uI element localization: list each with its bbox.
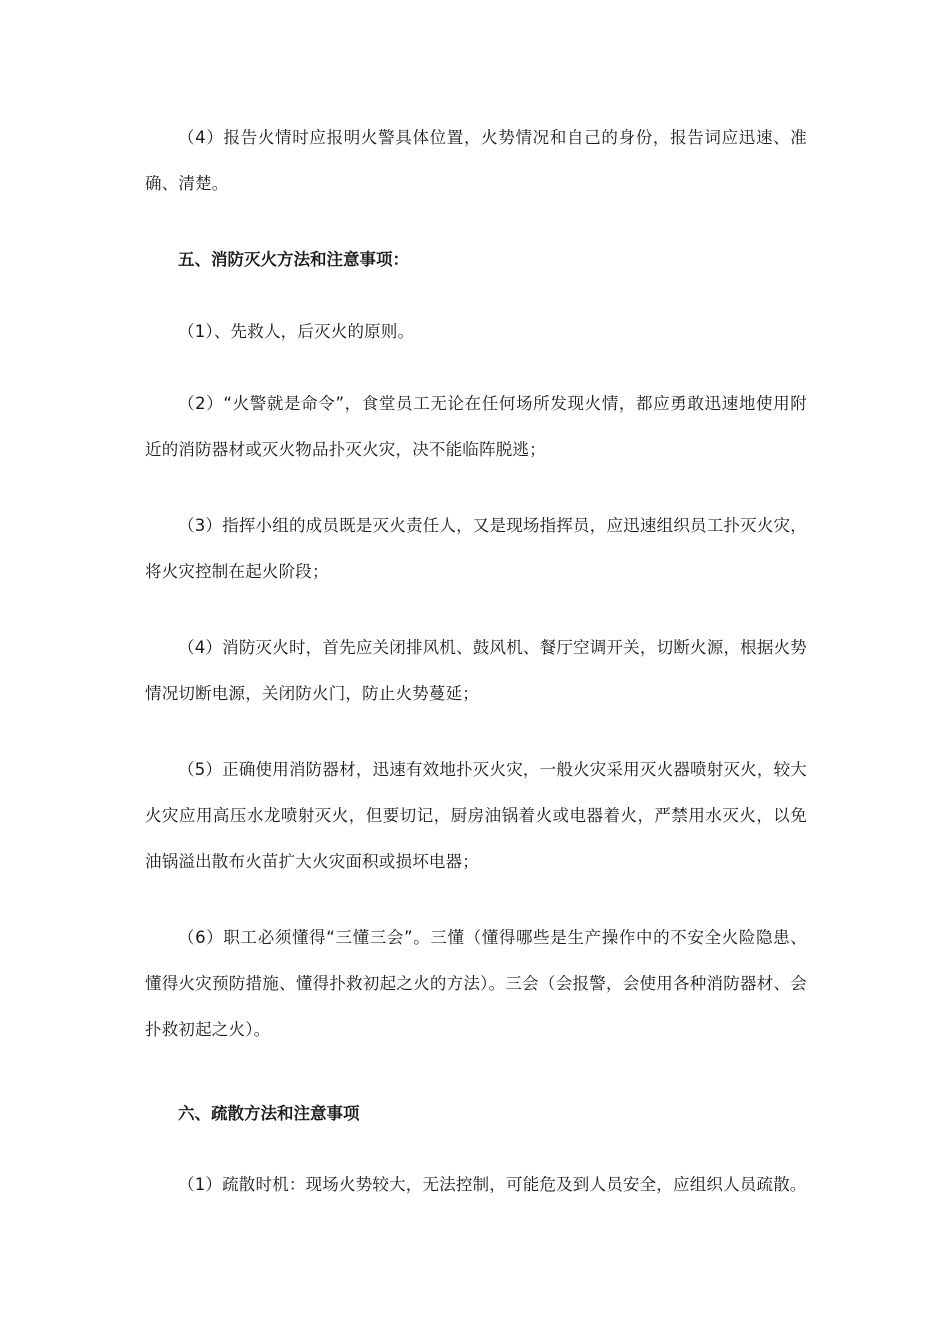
paragraph-rescue-first: （1）、先救人，后灭火的原则。 — [178, 322, 415, 341]
paragraph-report-fire: （4）报告火情时应报明火警具体位置，火势情况和自己的身份，报告词应迅速、准确、清楚。 — [145, 128, 807, 193]
paragraph-evacuation-timing: （1）疏散时机：现场火势较大，无法控制，可能危及到人员安全，应组织人员疏散。 — [178, 1175, 807, 1194]
paragraph-alarm-is-order: （2）“火警就是命令”，食堂员工无论在任何场所发现火情，都应勇敢迅速地使用附近的消防器材或灭火物品扑灭火灾，决不能临阵脱逃； — [145, 394, 807, 459]
section-heading-firefighting: 五、消防灭火方法和注意事项： — [178, 250, 409, 269]
paragraph-command-group: （3）指挥小组的成员既是灭火责任人，又是现场指挥员，应迅速组织员工扑灭火灾，将火灾控制在起火阶段； — [145, 516, 807, 581]
paragraph-three-knows: （6）职工必须懂得“三懂三会”。三懂（懂得哪些是生产操作中的不安全火险隐患、懂得火灾预防措施、懂得扑救初起之火的方法）。三会（会报警，会使用各种消防器材、会扑救初起之火）。 — [145, 928, 807, 1039]
paragraph-shutdown-steps: （4）消防灭火时，首先应关闭排风机、鼓风机、餐厅空调开关，切断火源，根据火势情况切断电源，关闭防火门，防止火势蔓延； — [145, 638, 807, 703]
paragraph-use-equipment: （5）正确使用消防器材，迅速有效地扑灭火灾，一般火灾采用灭火器喷射灭火，较大火灾应用高压水龙喷射灭火，但要切记，厨房油锅着火或电器着火，严禁用水灭火，以免油锅溢出散布火苗扩大火灾面积或损坏电器； — [145, 760, 807, 871]
section-heading-evacuation: 六、疏散方法和注意事项 — [178, 1104, 360, 1123]
